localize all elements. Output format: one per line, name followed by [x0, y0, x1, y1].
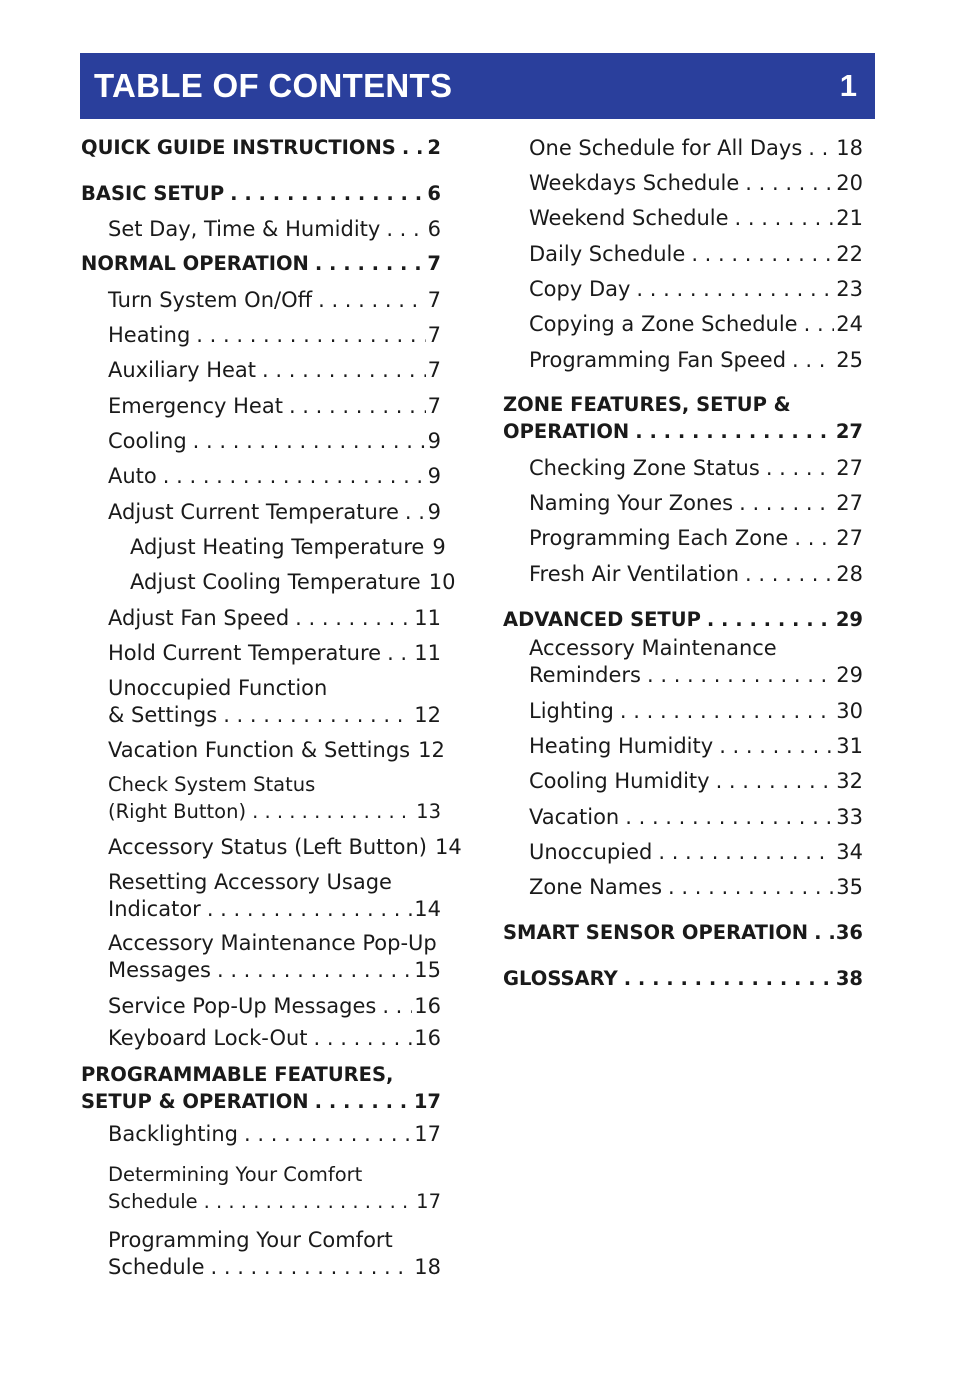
- dot-leader: [223, 702, 412, 728]
- toc-entry-page: 7: [427, 252, 441, 275]
- toc-entry-label: Reminders: [529, 663, 641, 687]
- toc-entry-page: 16: [414, 1026, 441, 1050]
- page-title: TABLE OF CONTENTS: [94, 67, 453, 104]
- toc-entry[interactable]: [529, 561, 863, 587]
- toc-entry[interactable]: [108, 957, 441, 983]
- toc-entry-label: SETUP & OPERATION: [81, 1090, 309, 1113]
- toc-entry[interactable]: [130, 534, 446, 560]
- toc-entry-page: 27: [836, 456, 863, 480]
- toc-entry[interactable]: [529, 347, 863, 373]
- toc-entry-label: Emergency Heat: [108, 394, 283, 418]
- toc-section[interactable]: [81, 181, 441, 207]
- toc-entry[interactable]: [529, 662, 863, 688]
- toc-entry-page: 33: [836, 805, 863, 829]
- toc-entry-line1: Resetting Accessory Usage: [108, 870, 392, 894]
- toc-entry[interactable]: [108, 322, 441, 348]
- dot-leader: [636, 276, 834, 302]
- toc-entry-page: 29: [836, 663, 863, 687]
- toc-entry[interactable]: [108, 737, 445, 763]
- toc-entry-label: Service Pop-Up Messages: [108, 994, 377, 1018]
- toc-entry[interactable]: [529, 698, 863, 724]
- toc-entry-label: (Right Button): [108, 800, 247, 823]
- dot-leader: [814, 920, 834, 946]
- toc-entry[interactable]: [529, 170, 863, 196]
- toc-entry-label: Zone Names: [529, 875, 663, 899]
- toc-entry[interactable]: [108, 393, 441, 419]
- toc-entry-page: 6: [427, 217, 441, 241]
- dot-leader: [624, 966, 834, 992]
- toc-entry-page: 35: [836, 875, 863, 899]
- toc-entry-page: 27: [836, 491, 863, 515]
- toc-entry-line1: PROGRAMMABLE FEATURES,: [81, 1063, 394, 1086]
- dot-leader: [315, 251, 426, 277]
- toc-entry[interactable]: [529, 311, 863, 337]
- toc-entry[interactable]: [529, 205, 863, 231]
- toc-entry-page: 10: [428, 570, 456, 594]
- toc-section[interactable]: [81, 1089, 441, 1115]
- toc-entry-page: 20: [836, 171, 863, 195]
- dot-leader: [252, 799, 414, 825]
- toc-entry[interactable]: [108, 1189, 441, 1215]
- toc-entry-page: 17: [416, 1190, 441, 1213]
- toc-entry-page: 15: [414, 958, 441, 982]
- toc-entry-page: 18: [414, 1255, 441, 1279]
- dot-leader: [647, 662, 834, 688]
- toc-entry-label: Keyboard Lock-Out: [108, 1026, 308, 1050]
- toc-entry-page: 14: [434, 835, 462, 859]
- toc-entry[interactable]: [529, 804, 863, 830]
- dot-leader: [405, 499, 426, 525]
- toc-entry[interactable]: [108, 463, 441, 489]
- toc-entry-label: Checking Zone Status: [529, 456, 760, 480]
- toc-entry[interactable]: [108, 428, 441, 454]
- toc-entry-label: Programming Fan Speed: [529, 348, 787, 372]
- dot-leader: [163, 463, 426, 489]
- toc-entry-label: Weekend Schedule: [529, 206, 729, 230]
- toc-section[interactable]: [503, 419, 863, 445]
- toc-entry-page: 16: [414, 994, 441, 1018]
- toc-entry-page: 7: [427, 358, 441, 382]
- toc-entry-label: Adjust Cooling Temperature: [130, 570, 421, 594]
- toc-entry-line1: Determining Your Comfort: [108, 1163, 363, 1186]
- dot-leader: [620, 698, 834, 724]
- dot-leader: [716, 768, 835, 794]
- dot-leader: [217, 957, 412, 983]
- toc-entry[interactable]: [529, 525, 863, 551]
- dot-leader: [196, 322, 425, 348]
- toc-entry[interactable]: [108, 216, 441, 242]
- toc-entry-label: Copy Day: [529, 277, 631, 301]
- toc-entry-line1: Check System Status: [108, 773, 316, 796]
- toc-section[interactable]: [503, 920, 863, 946]
- toc-entry-label: One Schedule for All Days: [529, 136, 803, 160]
- toc-entry[interactable]: [108, 702, 441, 728]
- toc-entry-page: 17: [413, 1090, 441, 1113]
- toc-entry[interactable]: [108, 834, 462, 860]
- toc-entry-label: SMART SENSOR OPERATION: [503, 921, 809, 944]
- toc-entry-page: 23: [836, 277, 863, 301]
- dot-leader: [295, 605, 412, 631]
- toc-entry-page: 31: [836, 734, 863, 758]
- toc-header: [80, 53, 875, 119]
- dot-leader: [244, 1121, 412, 1147]
- dot-leader: [739, 490, 834, 516]
- toc-entry-label: Naming Your Zones: [529, 491, 734, 515]
- toc-entry-page: 34: [836, 840, 863, 864]
- toc-entry[interactable]: [108, 896, 441, 922]
- dot-leader: [230, 181, 425, 207]
- toc-entry[interactable]: [529, 135, 863, 161]
- toc-entry-label: Indicator: [108, 897, 201, 921]
- toc-entry-label: Vacation: [529, 805, 620, 829]
- toc-entry[interactable]: [108, 799, 441, 825]
- toc-entry-label: Adjust Current Temperature: [108, 500, 399, 524]
- toc-entry[interactable]: [108, 1254, 441, 1280]
- toc-entry-label: & Settings: [108, 703, 218, 727]
- toc-entry-line1: Accessory Maintenance: [529, 636, 777, 660]
- toc-entry-label: BASIC SETUP: [81, 182, 225, 205]
- toc-section[interactable]: [81, 135, 441, 161]
- toc-section[interactable]: [81, 251, 441, 277]
- toc-entry-label: Schedule: [108, 1190, 198, 1213]
- toc-entry-label: Auto: [108, 464, 157, 488]
- toc-entry-label: Lighting: [529, 699, 614, 723]
- toc-entry-page: 7: [427, 323, 441, 347]
- toc-entry[interactable]: [529, 241, 863, 267]
- toc-entry-label: Weekdays Schedule: [529, 171, 740, 195]
- toc-entry[interactable]: [108, 287, 441, 313]
- toc-entry-page: 30: [836, 699, 863, 723]
- dot-leader: [402, 135, 426, 161]
- dot-leader: [382, 993, 412, 1019]
- dot-leader: [262, 357, 426, 383]
- toc-entry[interactable]: [529, 874, 863, 900]
- toc-entry-page: 36: [835, 921, 863, 944]
- toc-entry-label: NORMAL OPERATION: [81, 252, 309, 275]
- dot-leader: [625, 804, 834, 830]
- toc-entry-line1: ZONE FEATURES, SETUP &: [503, 393, 791, 416]
- toc-entry-page: 24: [836, 312, 863, 336]
- toc-entry-page: 11: [414, 641, 441, 665]
- dot-leader: [745, 170, 834, 196]
- toc-section[interactable]: [503, 607, 863, 633]
- toc-entry-label: Unoccupied: [529, 840, 653, 864]
- toc-entry-label: Cooling Humidity: [529, 769, 710, 793]
- toc-section[interactable]: [503, 966, 863, 992]
- toc-entry[interactable]: [108, 1121, 441, 1147]
- toc-entry-page: 13: [416, 800, 441, 823]
- toc-entry-label: Copying a Zone Schedule: [529, 312, 798, 336]
- toc-entry[interactable]: [529, 839, 863, 865]
- toc-entry-page: 9: [427, 500, 441, 524]
- dot-leader: [386, 216, 425, 242]
- toc-entry-label: Daily Schedule: [529, 242, 686, 266]
- toc-entry-page: 9: [427, 464, 441, 488]
- toc-entry[interactable]: [108, 993, 441, 1019]
- toc-entry-label: GLOSSARY: [503, 967, 618, 990]
- dot-leader: [719, 733, 834, 759]
- toc-entry-page: 17: [414, 1122, 441, 1146]
- toc-entry-page: 12: [414, 703, 441, 727]
- toc-entry-page: 25: [836, 348, 863, 372]
- toc-entry[interactable]: [108, 605, 441, 631]
- toc-entry[interactable]: [130, 569, 456, 595]
- dot-leader: [314, 1025, 413, 1051]
- toc-entry[interactable]: [108, 499, 441, 525]
- dot-leader: [794, 525, 834, 551]
- toc-entry-label: Vacation Function & Settings: [108, 738, 411, 762]
- toc-entry-page: 18: [836, 136, 863, 160]
- toc-entry-line1: Unoccupied Function: [108, 676, 328, 700]
- toc-entry[interactable]: [108, 1025, 441, 1051]
- dot-leader: [658, 839, 834, 865]
- dot-leader: [387, 640, 412, 666]
- toc-entry[interactable]: [529, 455, 863, 481]
- toc-entry-label: Schedule: [108, 1255, 205, 1279]
- toc-entry-page: 9: [432, 535, 446, 559]
- dot-leader: [204, 1189, 415, 1215]
- toc-entry-label: Backlighting: [108, 1122, 238, 1146]
- toc-entry-line1: Programming Your Comfort: [108, 1228, 393, 1252]
- toc-entry-label: Heating: [108, 323, 191, 347]
- toc-entry-page: 9: [427, 429, 441, 453]
- toc-entry-label: Accessory Status (Left Button): [108, 835, 427, 859]
- toc-entry[interactable]: [108, 640, 441, 666]
- toc-entry-page: 21: [836, 206, 863, 230]
- toc-entry-label: Messages: [108, 958, 211, 982]
- toc-entry-label: OPERATION: [503, 420, 630, 443]
- dot-leader: [745, 561, 834, 587]
- dot-leader: [318, 287, 426, 313]
- toc-entry[interactable]: [529, 768, 863, 794]
- toc-entry-page: 28: [836, 562, 863, 586]
- toc-entry-label: Programming Each Zone: [529, 526, 789, 550]
- toc-entry-label: Auxiliary Heat: [108, 358, 257, 382]
- toc-entry-label: Turn System On/Off: [108, 288, 313, 312]
- dot-leader: [289, 393, 426, 419]
- toc-entry-page: 29: [835, 608, 863, 631]
- dot-leader: [211, 1254, 413, 1280]
- dot-leader: [315, 1089, 412, 1115]
- toc-entry[interactable]: [529, 733, 863, 759]
- toc-entry-label: Set Day, Time & Humidity: [108, 217, 381, 241]
- toc-entry-page: 27: [836, 526, 863, 550]
- toc-entry-page: 22: [836, 242, 863, 266]
- toc-entry-label: Fresh Air Ventilation: [529, 562, 740, 586]
- dot-leader: [707, 607, 834, 633]
- toc-entry-page: 32: [836, 769, 863, 793]
- toc-entry-label: Adjust Heating Temperature: [130, 535, 425, 559]
- dot-leader: [668, 874, 834, 900]
- toc-entry[interactable]: [529, 276, 863, 302]
- toc-entry-page: 7: [427, 288, 441, 312]
- toc-entry[interactable]: [529, 490, 863, 516]
- dot-leader: [193, 428, 426, 454]
- dot-leader: [735, 205, 835, 231]
- toc-entry-page: 38: [835, 967, 863, 990]
- toc-entry-label: Heating Humidity: [529, 734, 714, 758]
- toc-entry-label: QUICK GUIDE INSTRUCTIONS: [81, 136, 396, 159]
- toc-entry-label: Cooling: [108, 429, 187, 453]
- toc-entry-page: 14: [414, 897, 441, 921]
- toc-entry-page: 12: [418, 738, 445, 762]
- toc-entry-page: 2: [427, 136, 441, 159]
- dot-leader: [808, 135, 834, 161]
- toc-entry-page: 6: [427, 182, 441, 205]
- toc-entry-label: Hold Current Temperature: [108, 641, 382, 665]
- dot-leader: [804, 311, 835, 337]
- dot-leader: [691, 241, 834, 267]
- toc-entry-label: ADVANCED SETUP: [503, 608, 701, 631]
- toc-entry-page: 27: [835, 420, 863, 443]
- toc-entry[interactable]: [108, 357, 441, 383]
- dot-leader: [766, 455, 834, 481]
- dot-leader: [207, 896, 412, 922]
- toc-entry-line1: Accessory Maintenance Pop-Up: [108, 931, 437, 955]
- toc-entry-page: 7: [427, 394, 441, 418]
- dot-leader: [792, 347, 834, 373]
- toc-entry-page: 11: [414, 606, 441, 630]
- dot-leader: [635, 419, 834, 445]
- toc-entry-label: Adjust Fan Speed: [108, 606, 290, 630]
- page-number: 1: [839, 68, 857, 103]
